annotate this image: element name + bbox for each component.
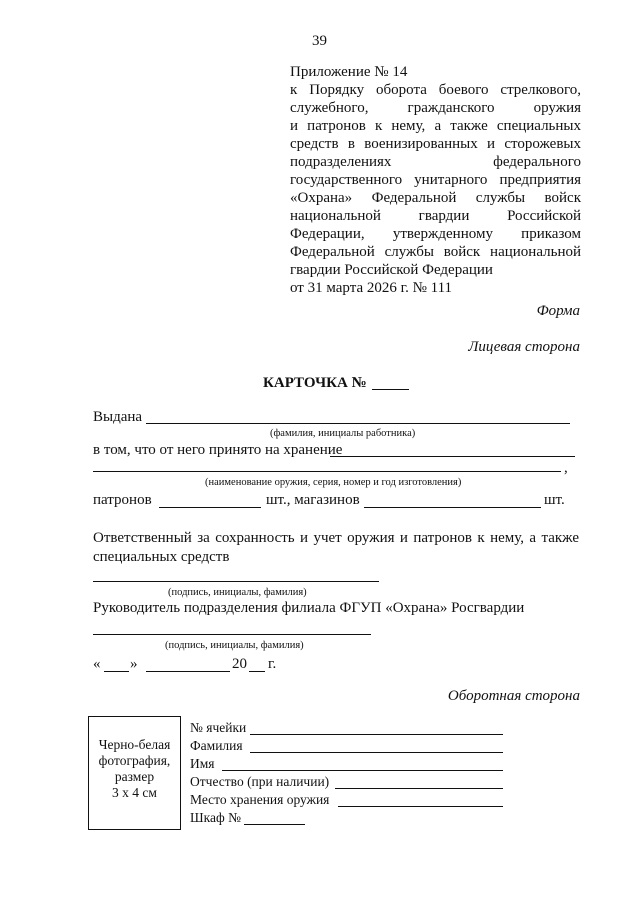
- date-year-suffix: г.: [268, 656, 277, 672]
- back-side-label: Оборотная сторона: [447, 688, 580, 704]
- weapon-blank[interactable]: [93, 471, 561, 472]
- photo-box-text: [89, 737, 180, 801]
- patronymic-label: Отчество (при наличии): [190, 774, 330, 789]
- head-signature-blank[interactable]: [93, 634, 371, 635]
- photo-box: [88, 716, 181, 830]
- card-title: КАРТОЧКА №: [263, 375, 367, 391]
- issued-to-blank[interactable]: [146, 423, 570, 424]
- cabinet-no-blank[interactable]: [244, 824, 305, 825]
- issued-to-label: Выдана: [93, 409, 143, 425]
- pcs-label: шт.: [544, 492, 565, 508]
- photo-box-line: фотография,: [98, 753, 171, 768]
- photo-box-line: Черно-белая: [98, 737, 171, 752]
- weapon-caption: (наименование оружия, серия, номер и год изготовления): [205, 477, 462, 488]
- appendix-line: «Охрана» Федеральной службы войск: [290, 190, 581, 206]
- weapon-comma: ,: [564, 460, 568, 476]
- date-close-quote: »: [130, 656, 138, 672]
- appendix-line: и патронов к нему, а также специальных: [290, 118, 581, 134]
- surname-blank[interactable]: [250, 752, 503, 753]
- appendix-line: Приложение № 14: [290, 64, 408, 80]
- appendix-line: государственного унитарного предприятия: [290, 172, 581, 188]
- cabinet-no-label: Шкаф №: [190, 810, 241, 825]
- cartridges-blank[interactable]: [159, 507, 261, 508]
- form-label: Форма: [536, 303, 580, 319]
- signature-caption-1: (подпись, инициалы, фамилия): [168, 587, 307, 598]
- cartridges-label: патронов: [93, 492, 152, 508]
- responsible-text-2: специальных средств: [93, 549, 230, 565]
- appendix-line: Федерации, утвержденному приказом: [290, 226, 581, 242]
- cell-no-label: № ячейки: [190, 720, 247, 735]
- patronymic-blank[interactable]: [335, 788, 503, 789]
- issued-to-caption: (фамилия, инициалы работника): [270, 428, 416, 439]
- responsible-text: Ответственный за сохранность и учет оружия и патронов к нему, а также: [93, 530, 579, 546]
- date-day-blank[interactable]: [104, 671, 129, 672]
- appendix-line: средств в военизированных и сторожевых: [290, 136, 581, 152]
- appendix-line: служебного, гражданского оружия: [290, 100, 581, 116]
- head-of-unit-label: Руководитель подразделения филиала ФГУП «Охрана» Росгвардии: [93, 600, 525, 616]
- appendix-line: к Порядку оборота боевого стрелкового,: [290, 82, 581, 98]
- received-blank[interactable]: [330, 456, 575, 457]
- appendix-line: подразделениях федерального: [290, 154, 581, 170]
- magazines-label: шт., магазинов: [266, 492, 360, 508]
- cell-no-blank[interactable]: [250, 734, 503, 735]
- appendix-line: от 31 марта 2026 г. № 111: [290, 280, 453, 296]
- responsible-signature-blank[interactable]: [93, 581, 379, 582]
- signature-caption-2: (подпись, инициалы, фамилия): [165, 640, 304, 651]
- name-blank[interactable]: [222, 770, 503, 771]
- front-side-label: Лицевая сторона: [468, 339, 580, 355]
- card-number-blank[interactable]: [372, 389, 409, 390]
- received-label: в том, что от него принято на хранение: [93, 442, 343, 458]
- date-year-blank[interactable]: [249, 671, 265, 672]
- appendix-line: Федеральной службы войск национальной: [290, 244, 581, 260]
- page-number: 39: [312, 33, 327, 49]
- date-year-prefix: 20: [232, 656, 247, 672]
- photo-box-line: размер: [114, 769, 155, 784]
- storage-place-label: Место хранения оружия: [190, 792, 330, 807]
- date-month-blank[interactable]: [146, 671, 230, 672]
- date-open-quote: «: [93, 656, 101, 672]
- appendix-line: национальной гвардии Российской: [290, 208, 581, 224]
- storage-place-blank[interactable]: [338, 806, 503, 807]
- appendix-line: гвардии Российской Федерации: [290, 262, 493, 278]
- photo-box-line: 3 х 4 см: [112, 785, 157, 800]
- magazines-blank[interactable]: [364, 507, 541, 508]
- name-label: Имя: [190, 756, 215, 771]
- surname-label: Фамилия: [190, 738, 243, 753]
